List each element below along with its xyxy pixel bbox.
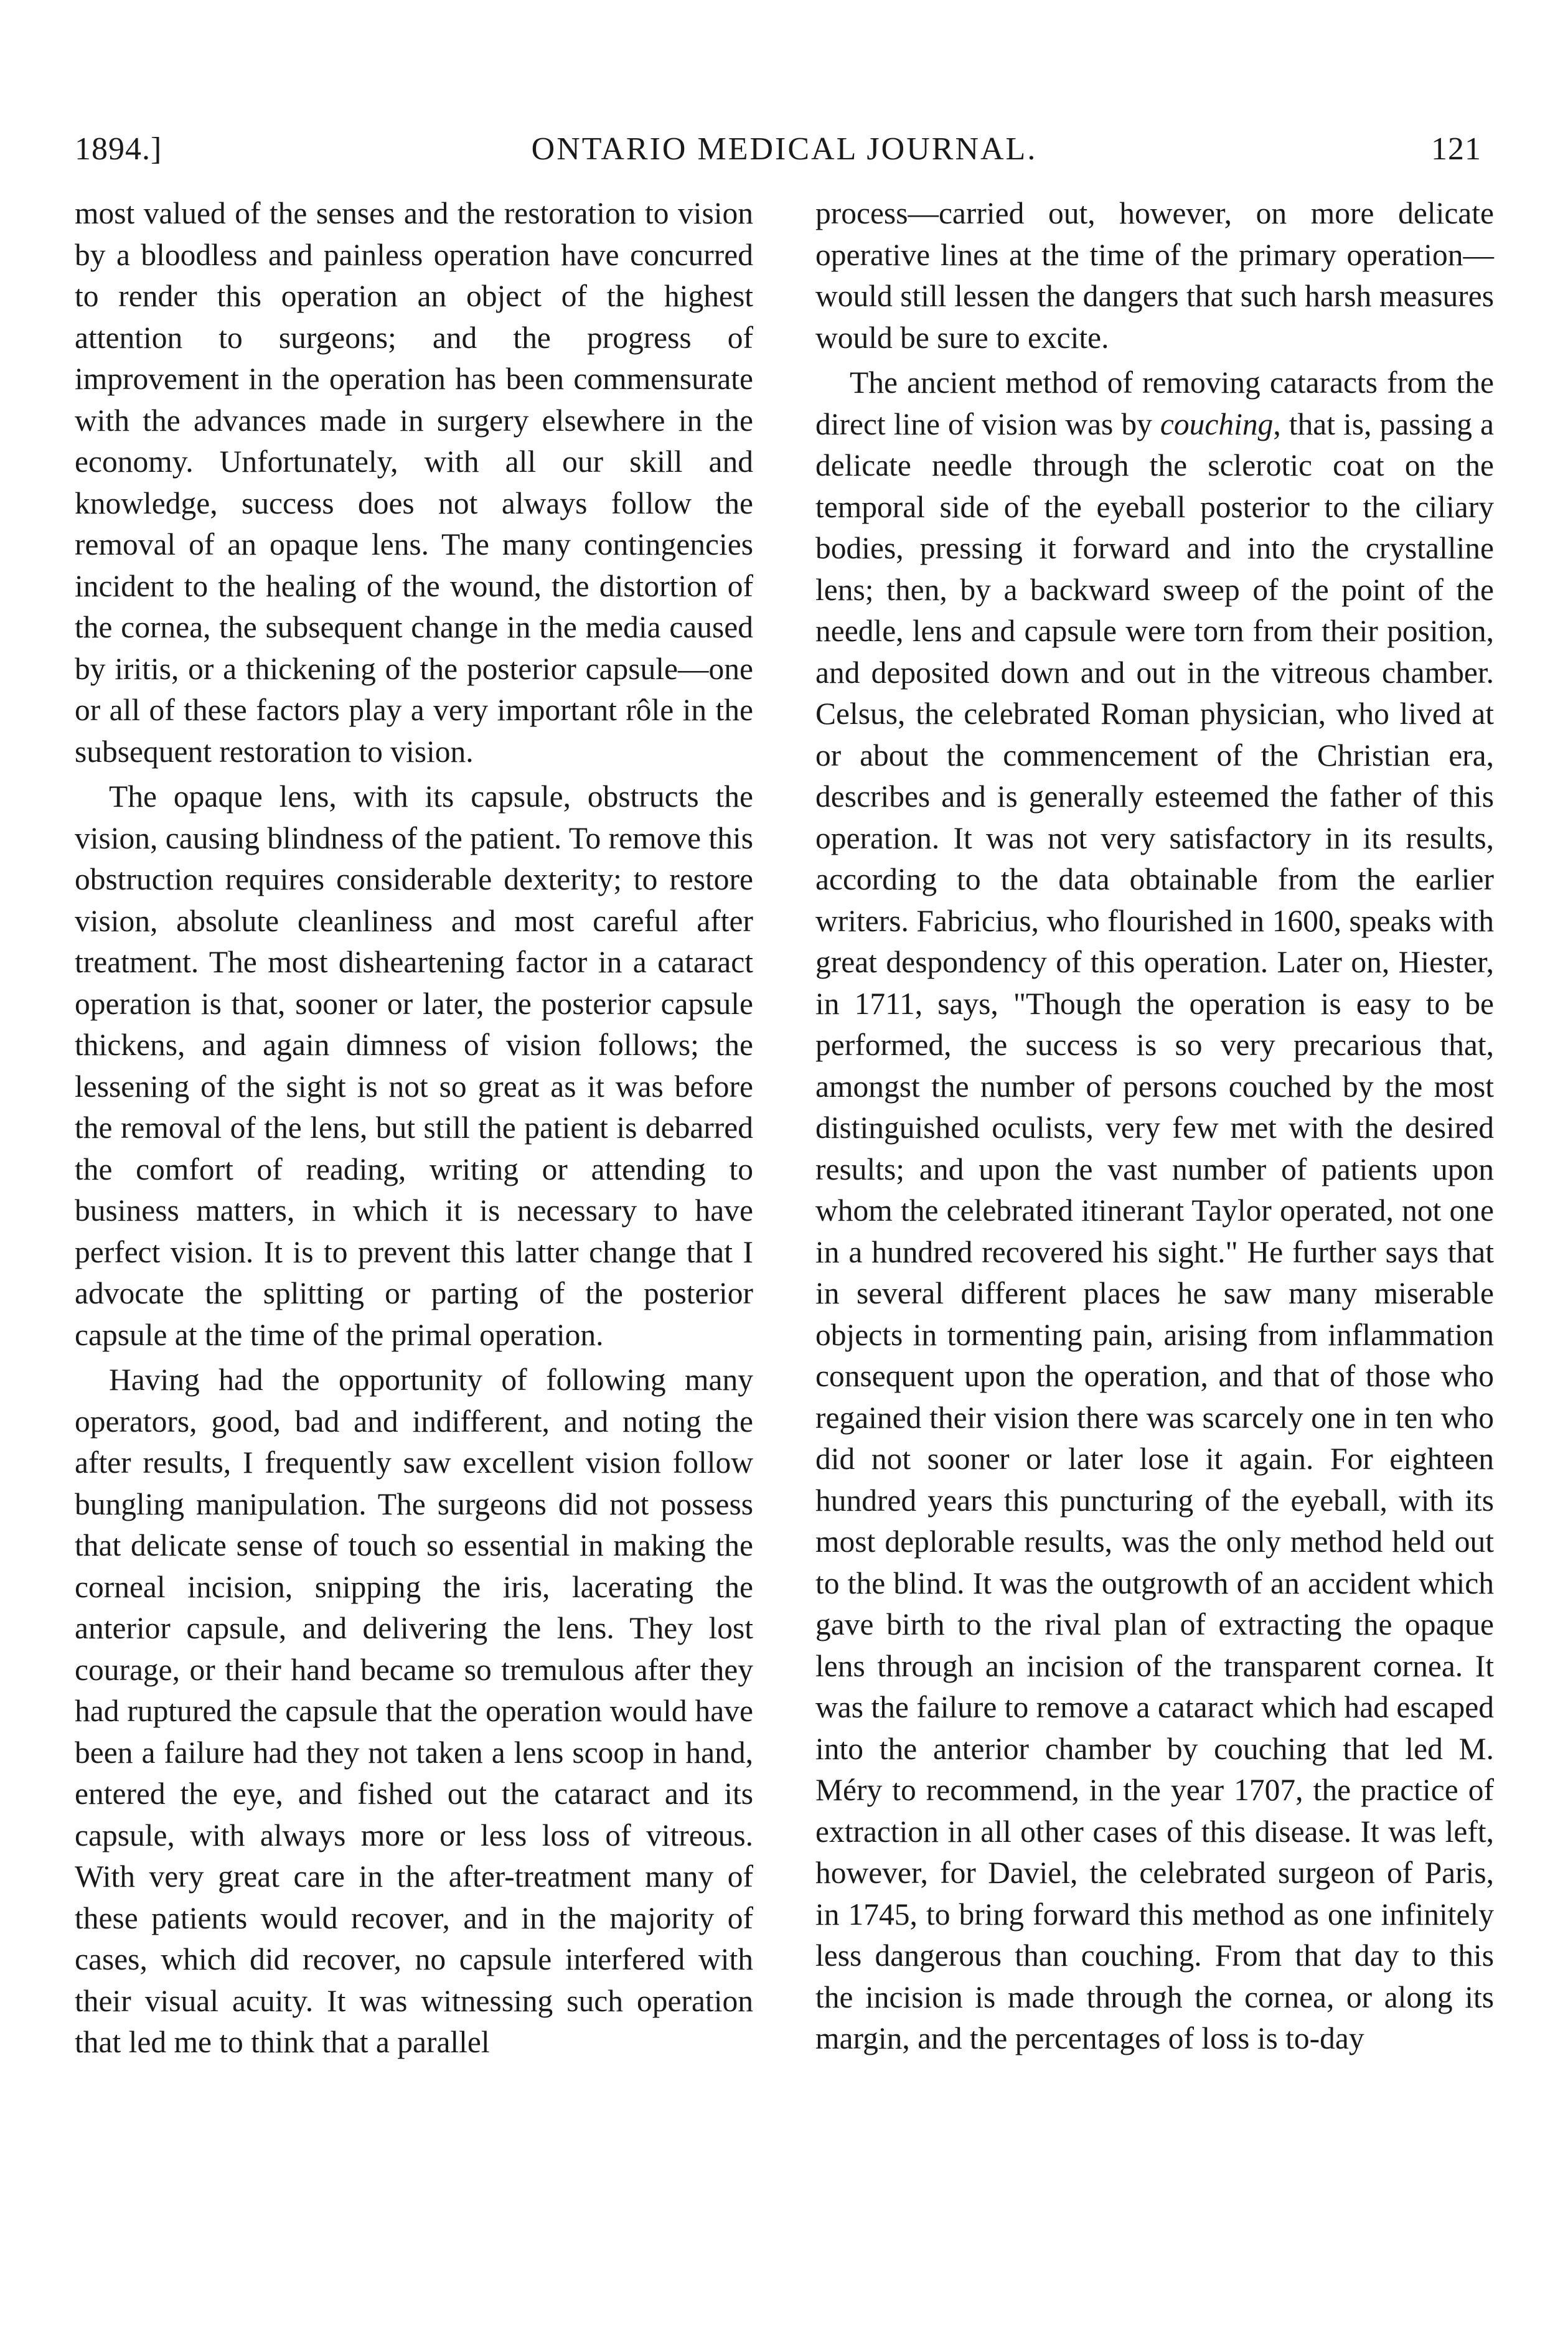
journal-page (75, 112, 1494, 2278)
header-page-number: 121 (1431, 131, 1481, 167)
couching-term: couching (1160, 406, 1274, 441)
right-paragraph-1: process—carried out, however, on more delicate operative lines at the time of the primary operation—would still lessen the dangers that such harsh measures would be sure to excite. (815, 196, 1494, 355)
left-paragraph-3: Having had the opportunity of following many operators, good, bad and indifferent, and noting the after results, I frequently saw excellent vision follow bungling manipulation. The surgeons did not possess that delicate sense of touch so essential in making the corneal incision, snipping the iris, lacerating the anterior capsule, and delivering the lens. They lost courage, or their hand became so tremulous after they had ruptured the capsule that the operation would have been a failure had they not taken a lens scoop in hand, entered the eye, and fished out the cataract and its capsule, with always more or less loss of vitreous. With very great care in the after-treatment many of these patients would recover, and in the majority of cases, which did recover, no capsule interfered with their visual acuity. It was witnessing such operation that led me to think that a parallel (75, 1363, 753, 2059)
left-paragraph-2: The opaque lens, with its capsule, obstructs the vision, causing blindness of the patient. To remove this obstruction requires considerable dexterity; to restore vision, absolute cleanliness and most careful after treatment. The most disheartening factor in a cataract operation is that, sooner or later, the posterior capsule thickens, and again dimness of vision follows; the lessening of the sight is not so great as it was before the removal of the lens, but still the patient is debarred the comfort of reading, writing or attending to business matters, in which it is necessary to have perfect vision. It is to prevent this latter change that I advocate the splitting or parting of the posterior capsule at the time of the primal operation. (75, 779, 753, 1352)
right-paragraph-2-start: The ancient method of removing cataracts from the direct line of vision was by (815, 365, 1494, 441)
header-year: 1894.] (75, 131, 162, 167)
right-paragraph-2 (815, 362, 1494, 2060)
text-columns (75, 193, 1494, 2063)
left-column (75, 193, 753, 2063)
left-paragraph-1: most valued of the senses and the restoration to vision by a bloodless and painless operation have concurred to render this operation an object of the highest attention to surgeons; and the progress of improvement in the operation has been commensurate with the advances made in surgery elsewhere in the economy. Unfortunately, with all our skill and knowledge, success does not always follow the removal of an opaque lens. The many contingencies incident to the healing of the wound, the distortion of the cornea, the subsequent change in the media caused by iritis, or a thickening of the posterior capsule—one or all of these factors play a very important rôle in the subsequent restoration to vision. (75, 196, 753, 769)
right-paragraph-2-rest: , that is, passing a delicate needle through the sclerotic coat on the temporal side of the eyeball posterior to the ciliary bodies, pressing it forward and into the crystalline lens; then, by a backward sweep of the point of the needle, lens and capsule were torn from their position, and deposited down and out in the vitreous chamber. Celsus, the celebrated Roman physician, who lived at or about the commencement of the Christian era, describes and is generally esteemed the father of this operation. It was not very satisfactory in its results, according to the data obtainable from the earlier writers. Fabricius, who flourished in 1600, speaks with great despondency of this operation. Later on, Hiester, in 1711, says, "Though the operation is easy to be performed, the success is so very precarious that, amongst the number of persons couched by the most distinguished oculists, very few met with the desired results; and upon the vast number of patients upon whom the celebrated itinerant Taylor operated, not one in a hundred recovered his sight." He further says that in several different places he saw many miserable objects in tormenting pain, arising from inflammation consequent upon the operation, and that of those who regained their vision there was scarcely one in ten who did not sooner or later lose it again. For eighteen hundred years this puncturing of the eyeball, with its most deplorable results, was the only method held out to the blind. It was the outgrowth of an accident which gave birth to the rival plan of extracting the opaque lens through an incision of the transparent cornea. It was the failure to remove a cataract which had escaped into the anterior chamber by couching that led M. Méry to recommend, in the year 1707, the practice of extraction in all other cases of this disease. It was left, however, for Daviel, the celebrated surgeon of Paris, in 1745, to bring forward this method as one infinitely less dangerous than couching. From that day to this the incision is made through the cornea, or along its margin, and the percentages of loss is to-day (815, 406, 1494, 2055)
right-column (815, 193, 1494, 2063)
running-header (75, 112, 1494, 168)
header-journal-title: ONTARIO MEDICAL JOURNAL. (531, 131, 1038, 167)
